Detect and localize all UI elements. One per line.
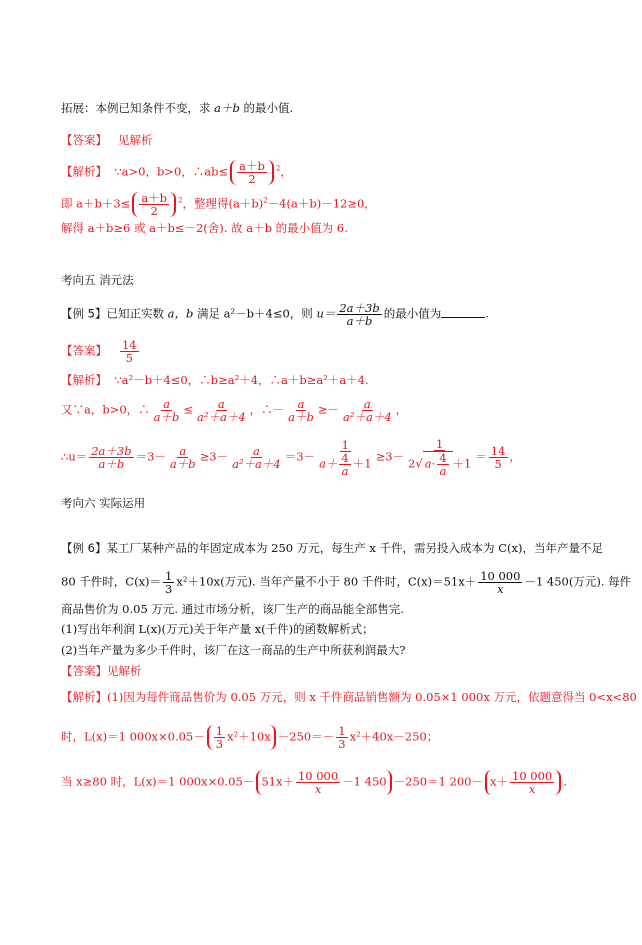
example-6-question-1: (1)写出年利润 L(x)(万元)关于年产量 x(千件)的函数解析式； <box>61 622 374 636</box>
solution-1-line-2: 即 a＋b＋3≤ $\frac{a+b}{2}$ $^2$，整理得$(a+b)^2-4(a+b)-12\ge 0$， <box>61 191 376 218</box>
bracket-expression: $\frac{a+b}{2}$ <box>230 160 274 185</box>
solution-6-line-3: 当 x≥80 时，L(x)＝1 000x×0.05－ 51x＋ $\frac{10 000}{x}$ －1 450 －250＝1 200－ x＋ $\frac{10 000}{x}$ . <box>61 769 567 796</box>
solution-5-line-1: 【解析】 ∵a²－b＋4≤0，∴b≥a²＋4，∴a＋b≥a²＋a＋4. <box>61 373 369 387</box>
example-5: 【例 5】已知正实数 a，b 满足 a²－b＋4≤0，则 u＝ $\frac{2a+3b}{a+b}$ 的最小值为 . <box>61 301 489 328</box>
answer-1: 【答案】 见解析 <box>61 133 153 147</box>
example-6-line-3: 商品售价为 0.05 万元. 通过市场分析，该厂生产的商品能全部售完. <box>61 602 404 616</box>
answer-5: 【答案】 $\frac{14}{5}$ <box>61 338 137 365</box>
example-6-line-2: 80 千件时，C(x)＝ $\frac{1}{3}$ x²＋10x(万元). 当年产量不小于 80 千件时，C(x)＝51x＋ $\frac{10 000}{x}$ －1 450(万元). 每件 <box>61 569 632 596</box>
solution-1-line-3: 解得 a＋b≥6 或 a＋b≤－2(舍). 故 a＋b 的最小值为 6. <box>61 221 348 235</box>
solution-tag: 【解析】 <box>61 164 107 179</box>
example-6-line-1: 【例 6】某工厂某种产品的年固定成本为 250 万元，每生产 x 千件，需另投入成本为 C(x)，当年产量不足 <box>61 541 603 555</box>
extension-question: 拓展：本例已知条件不变，求 a＋b 的最小值. <box>61 101 294 115</box>
answer-6: 【答案】见解析 <box>61 664 142 678</box>
section-5-title: 考向五 消元法 <box>61 273 134 287</box>
section-6-title: 考向六 实际运用 <box>61 496 146 510</box>
solution-6-line-2: 时，L(x)＝1 000x×0.05－ $\frac{1}{3}$ x²＋10x －250＝－ $\frac{1}{3}$ x²＋40x－250； <box>61 724 439 751</box>
solution-1-line-1: 【解析】 ∵a>0，b>0，∴ab≤ $\frac{a+b}{2}$ $^2$， <box>61 159 292 186</box>
solution-6-line-1: 【解析】(1)因为每件商品售价为 0.05 万元，则 x 千件商品销售额为 0.05×1 000x 万元，依题意得当 0<x<80 <box>61 690 637 704</box>
example-6-question-2: (2)当年产量为多少千件时，该厂在这一商品的生产中所获利润最大? <box>61 643 406 657</box>
solution-5-line-2: 又∵a，b>0，∴ $\frac{a}{a+b}$ ≤ $\frac{a}{\text{a²＋a＋4}}$ ，∴－ $\frac{a}{a+b}$ ≥－ $\frac{a}{\text{a²＋a＋4}}$ ， <box>61 397 408 424</box>
answer-blank <box>441 308 485 318</box>
example-tag: 【例 5】 <box>61 306 107 321</box>
answer-tag: 【答案】 <box>61 133 107 147</box>
solution-5-line-3: ∴u＝ $\frac{2a+3b}{a+b}$ ＝3－ $\frac{a}{a+b}$ ≥3－ $\frac{a}{\text{a²＋a＋4}}$ ＝3－ 1 a＋ $\frac{4}{a}$ ＋1 ≥3－ 1 2√ a· $\frac{4}{a}$ ＋1 ＝ $\frac{14}{5}$ ， <box>61 437 521 478</box>
